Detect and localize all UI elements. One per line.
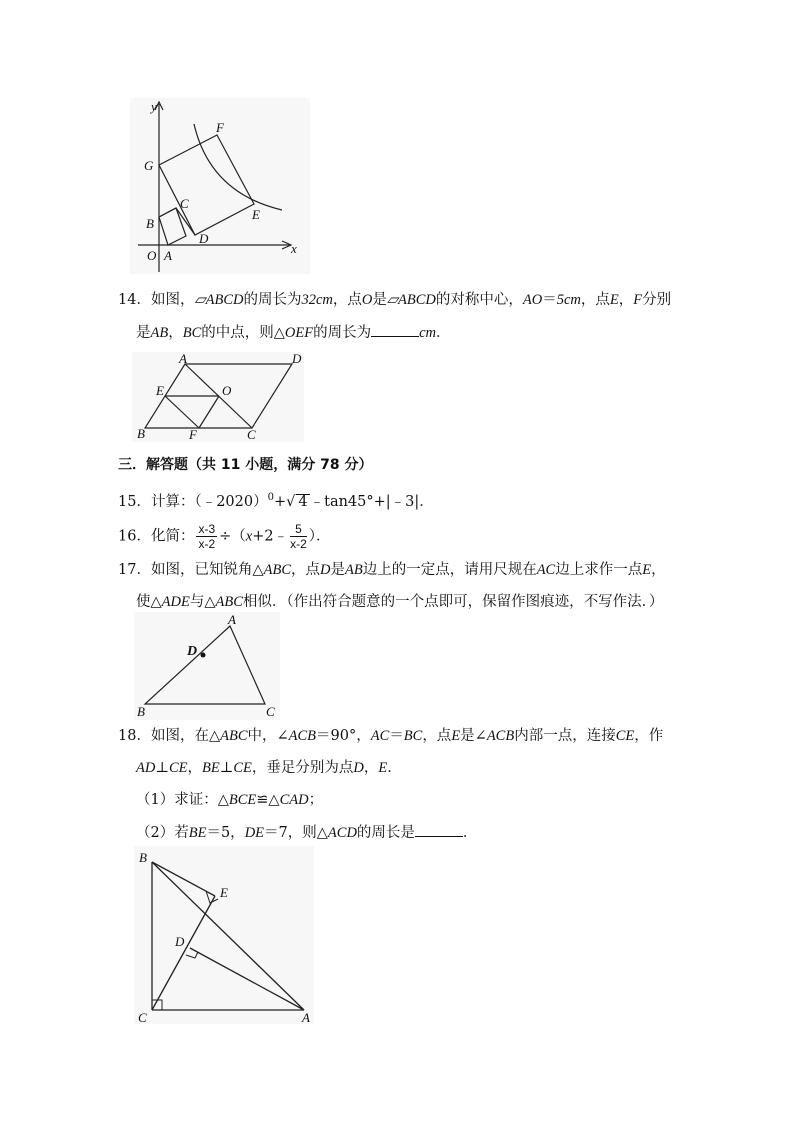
label-O: O (147, 248, 157, 263)
answer-blank (415, 822, 463, 837)
fraction-2: $\frac{5}{x-2}$ (290, 522, 307, 551)
label-C: C (180, 196, 189, 211)
label-B: B (139, 850, 147, 865)
label-G: G (144, 158, 154, 173)
label-A: A (179, 352, 187, 366)
label-A: A (228, 612, 236, 627)
label-D: D (292, 352, 302, 366)
label-C: C (247, 427, 256, 442)
q15-line: 15．计算：（﹣2020）$^0$+√ 4 ﹣tan45°+|﹣3|． (118, 492, 434, 510)
q16-line: 16．化简： $\frac{x-3}{x-2}$ ÷（x+2﹣ $\frac{5}{x-2}$ ）． (118, 522, 331, 551)
figure-q13 (130, 98, 310, 274)
label-A: A (164, 248, 172, 263)
figure-q18 (134, 846, 314, 1024)
label-E: E (220, 885, 228, 900)
q17-line1: 17．如图，已知锐角△ABC，点D是AB边上的一定点，请用尺规在AC边上求作一点E， (118, 562, 666, 578)
label-D: D (199, 231, 209, 246)
label-F: F (216, 120, 224, 135)
label-D: D (187, 644, 198, 659)
q14-line1: 14．如图，▱ABCD的周长为32cm，点O是▱ABCD的对称中心，AO＝5cm，点E，F分别 (118, 292, 672, 308)
section-heading: 三．解答题（共 11 小题，满分 78 分） (118, 457, 373, 473)
label-B: B (137, 426, 145, 441)
label-E: E (156, 383, 164, 398)
label-C: C (266, 704, 275, 719)
label-D: D (175, 934, 185, 949)
q18-part2: （2）若BE＝5，DE＝7，则△ACD的周长是 ． (136, 822, 477, 843)
figure-q14 (132, 352, 304, 442)
label-B: B (137, 704, 145, 719)
label-B: B (146, 216, 154, 231)
q17-line2: 使△ADE与△ABC相似．（作出符合题意的一个点即可，保留作图痕迹，不写作法．） (136, 594, 664, 610)
q14-line2: 是AB，BC的中点，则△OEF的周长为 cm． (136, 322, 451, 343)
label-O: O (222, 383, 232, 398)
label-C: C (138, 1010, 147, 1024)
label-y: y (151, 99, 157, 114)
label-x: x (291, 241, 297, 256)
label-A: A (302, 1010, 310, 1024)
q18-line2: AD⊥CE，BE⊥CE，垂足分别为点D，E． (136, 760, 402, 776)
fraction-1: $\frac{x-3}{x-2}$ (198, 522, 216, 551)
answer-blank (371, 322, 419, 337)
q18-part1: （1）求证：△BCE≌△CAD； (136, 792, 324, 808)
q18-line1: 18．如图，在△ABC中，∠ACB＝90°，AC＝BC，点E是∠ACB内部一点，连接CE，作 (118, 728, 664, 744)
figure-q17 (134, 612, 280, 720)
label-E: E (252, 207, 260, 222)
label-F: F (189, 427, 197, 442)
point-D (201, 653, 206, 658)
